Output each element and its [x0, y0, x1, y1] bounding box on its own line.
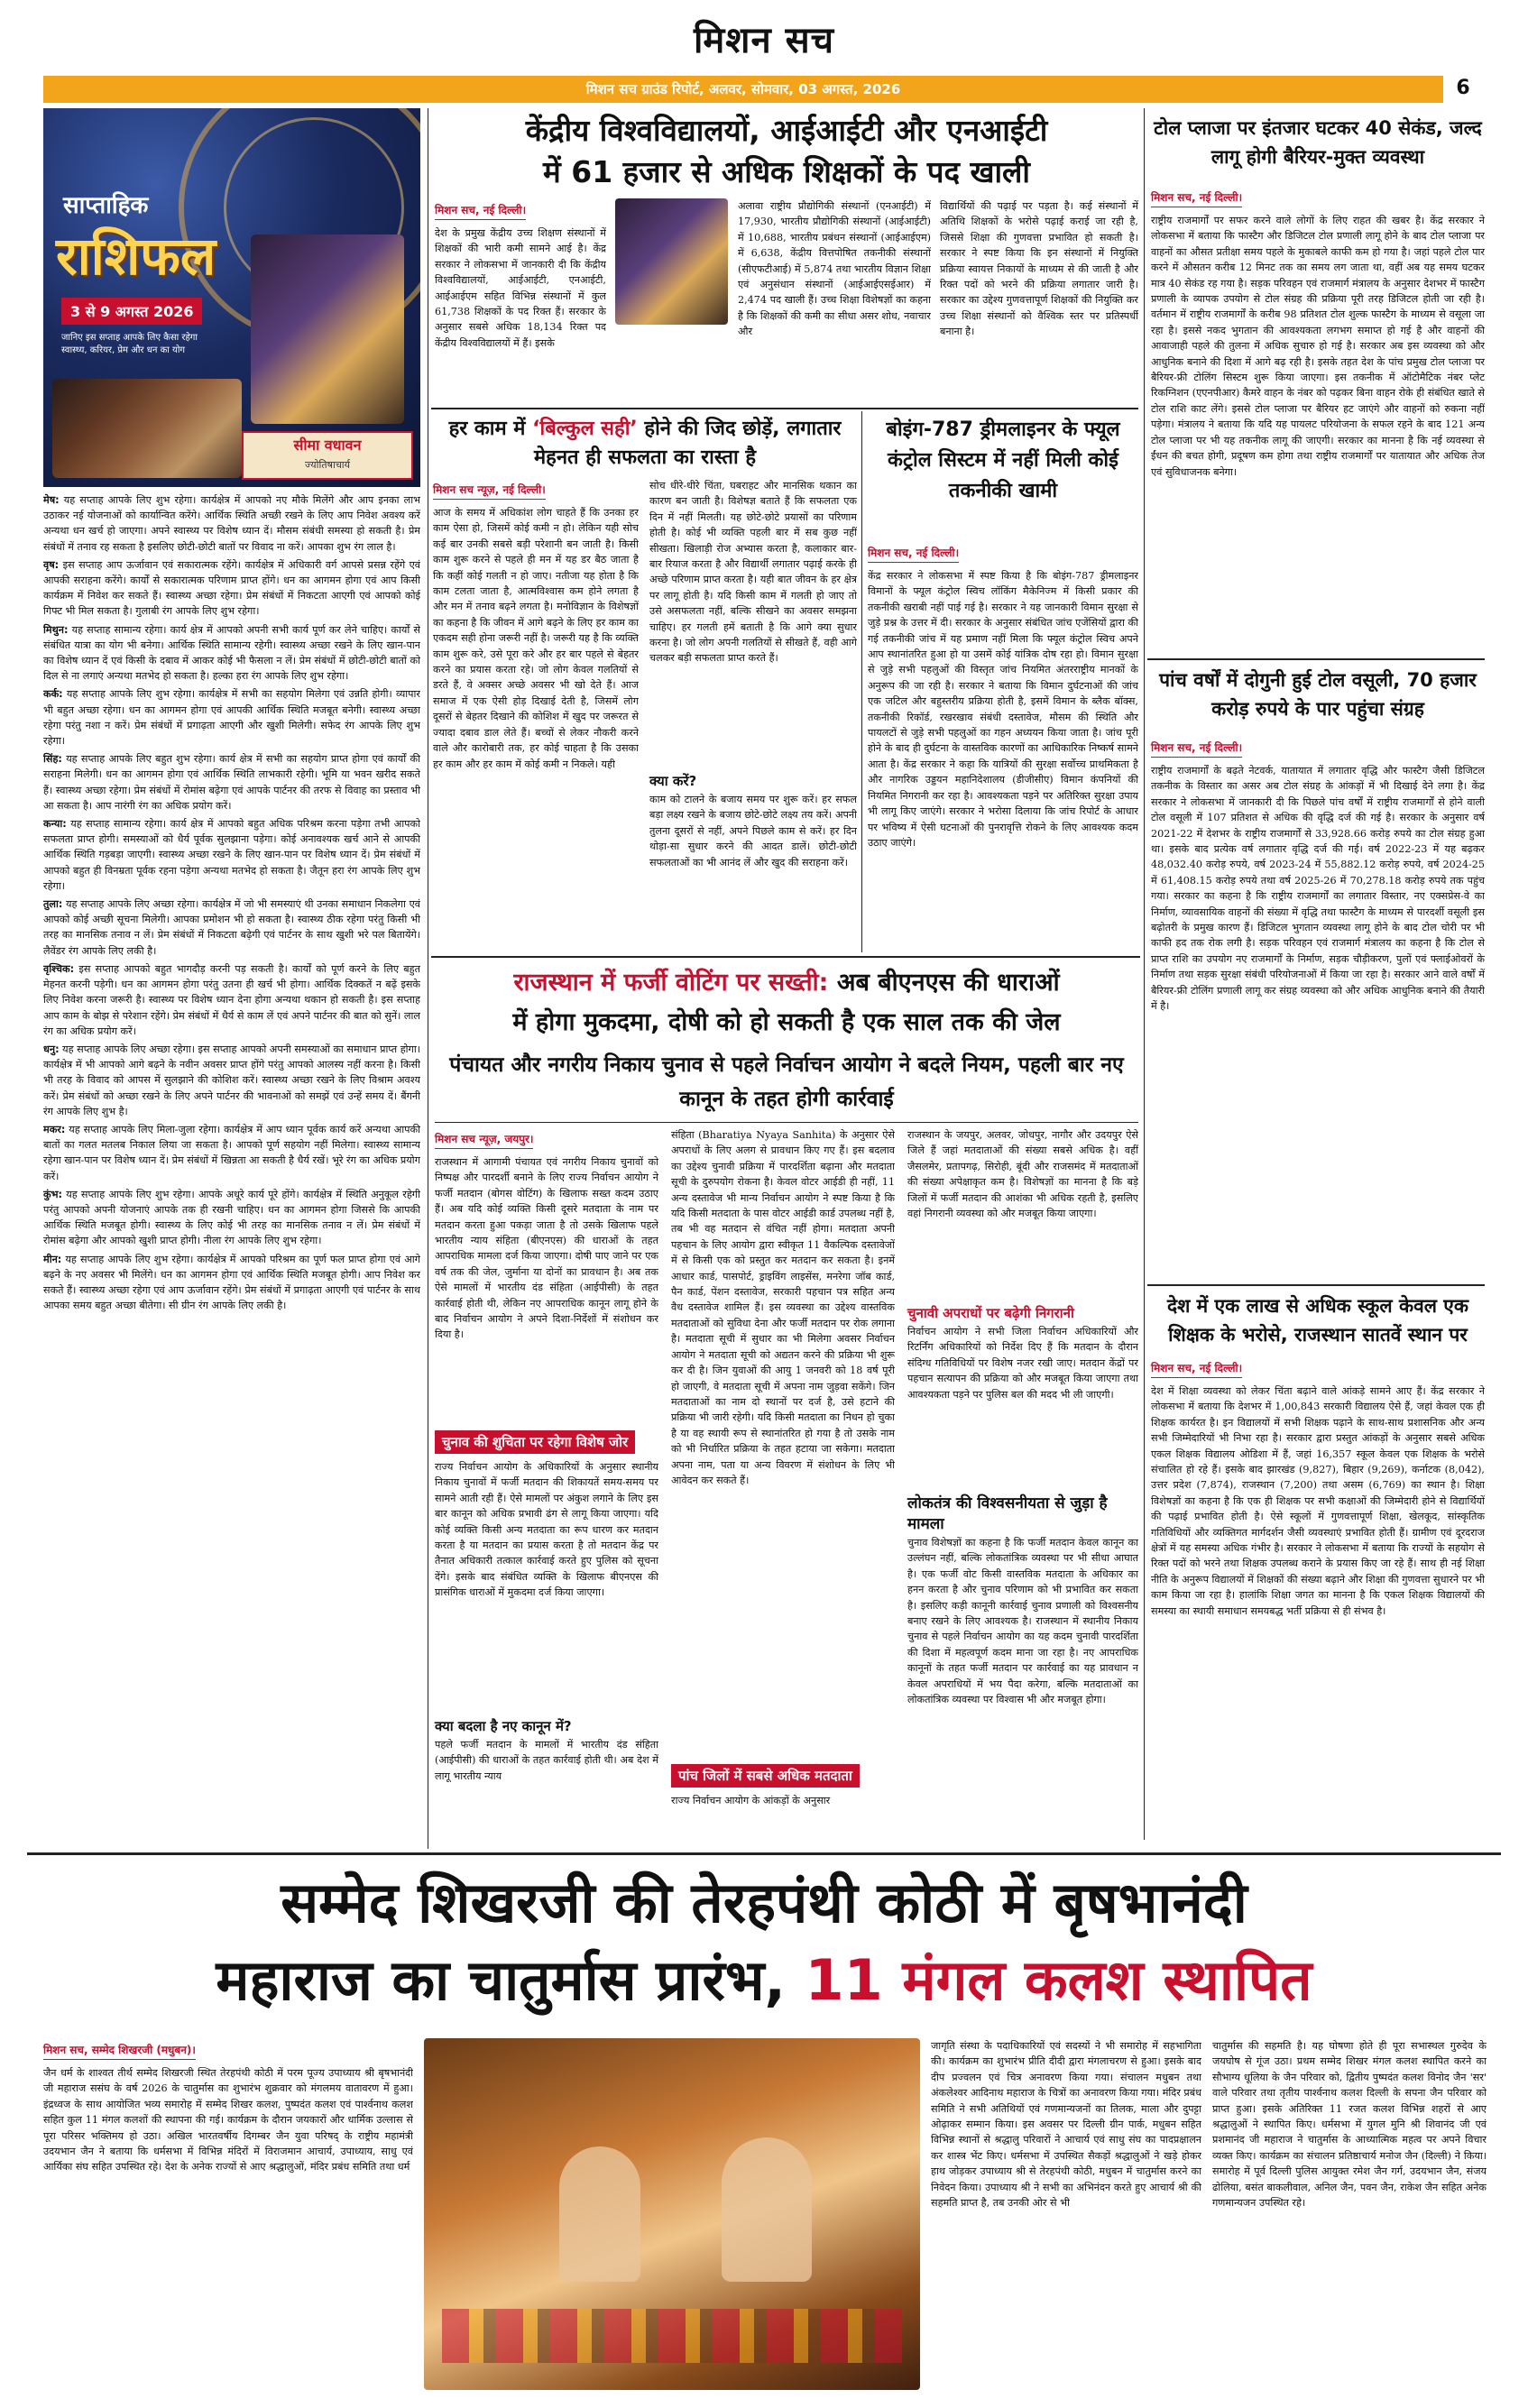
voting-col3-subhead: चुनावी अपराधों पर बढ़ेगी निगरानी [907, 1305, 1074, 1321]
rashifal-entry [43, 557, 420, 620]
rashifal-sign: मेष: [43, 494, 60, 506]
rashifal-sign: धनु: [43, 1043, 60, 1055]
jain-headline-line2-a: महाराज का चातुर्मास प्रारंभ, [216, 1947, 805, 2013]
rashifal-text: इस सप्ताह आप ऊर्जावान एवं सकारात्मक रहेंगे। कार्यक्षेत्र में अधिकारी वर्ग आपसे प्रसन्न रहेंगे एवं आपकी सराहना करेंगे। कार्यों से सकारात्मक परिणाम प्राप्त होंगे। धन का आगमन होगा एवं आप किसी कार्यक्रम में निवेश कर सकते हैं। स्वास्थ्य अच्छा रहेगा। प्रेम संबंधों में निकटता आएगी एवं आपको कोई गिफ्ट भी मिल सकता है। गुलाबी रंग आपके लिए शुभ रहेगा। [43, 558, 420, 618]
rashifal-text: यह सप्ताह आपके लिए मिला-जुला रहेगा। कार्यक्षेत्र में आप ध्यान पूर्वक कार्य करें अन्यथा आपकी बातों का गलत मतलब निकाल लिया जा सकता है। आपको पूर्ण सहयोग नहीं मिलेगा। स्वास्थ्य सामान्य रहेगा खान-पान पर विशेष ध्यान दें। प्रेम संबंधों में खिन्नता आ सकती है धैर्य रखें। भूरे रंग का अधिक प्रयोग करें। [43, 1123, 420, 1182]
teachers-col3: विद्यार्थियों की पढ़ाई पर पड़ता है। कई संस्थानों में अतिथि शिक्षकों के भरोसे पढ़ाई कराई जा रही है, जिससे शिक्षा की गुणवत्ता प्रभावित हो सकती है। सरकार ने स्पष्ट किया कि इन संस्थानों में नियुक्ति प्रक्रिया स्वायत्त निकायों के माध्यम से की जाती है और रिक्त पदों को भरने की प्रक्रिया लगातार जारी है। सरकार का उद्देश्य गुणवत्तापूर्ण शिक्षकों की नियुक्ति कर उच्च शिक्षा संस्थानों को वैश्विक स्तर पर प्रतिस्पर्धी बनाना है। [940, 200, 1138, 338]
kalash-row [442, 2309, 902, 2363]
voting-col2b: राज्य निर्वाचन आयोग के आंकड़ों के अनुसार [671, 1795, 831, 1806]
voting-headline-red: राजस्थान में फर्जी वोटिंग पर सख्ती: [513, 969, 829, 997]
jain-col2: जागृति संस्था के पदाधिकारियों एवं सदस्यों ने भी समारोह में सहभागिता की। कार्यक्रम का शुभारंभ प्रीति दीदी द्वारा मंगलाचरण से हुआ। इसके बाद दीप प्रज्वलन एवं चित्र अनावरण किया गया। संचालन मधुबन तथा अंकलेश्वर आदिनाथ महाराज के चित्रों का अनावरण किया गया। मंदिर प्रबंध समिति ने सभी अतिथियों एवं गणमान्यजनों का तिलक, माला और दुपट्टा ओढ़ाकर सम्मान किया। इस अवसर पर दिल्ली ग्रीन पार्क, मधुबन सहित विभिन्न स्थानों से श्रद्धालु परिवारों ने आचार्य एवं साधु संघ का पादप्रक्षालन कर शास्त्र भेंट किए। धर्मसभा में उपस्थित सैकड़ों श्रद्धालुओं ने खड़े होकर हाथ जोड़कर उपाध्याय श्री से तेरहपंथी कोठी, मधुबन में चातुर्मास करने का निवेदन किया। उपाध्याय श्री ने सभी का अभिनंदन करते हुए आचार्य श्री की सहमति प्राप्त है, तब उनकी ओर से भी [931, 2040, 1201, 2210]
teachers-story [435, 198, 1138, 406]
schools-story [1151, 1356, 1485, 1843]
voting-col1c: पहले फर्जी मतदान के मामलों में भारतीय दंड संहिता (आईपीसी) की धाराओं के तहत कार्रवाई होती थी। अब देश में लागू भारतीय न्याय [435, 1739, 658, 1782]
toll-story [1151, 186, 1485, 655]
dateline-bar: मिशन सच ग्राउंड रिपोर्ट, अलवर, सोमवार, 03 अगस्त, 2026 [43, 76, 1443, 103]
boeing-story [868, 541, 1138, 956]
rashifal-text: इस सप्ताह आपको बहुत भागदौड़ करनी पड़ सकती है। कार्यों को पूर्ण करने के लिए बहुत मेहनत करनी पड़ेगी। धन का आगमन होगा परंतु उतना ही खर्च भी होगा। आर्थिक दिक्कतें न बढ़ें इसके लिए निवेश करना जरूरी है। स्वास्थ्य पर विशेष ध्यान देना होगा अन्यथा थकान हो सकती है। इस सप्ताह आप काम के बोझ से परेशान रहेंगे। प्रेम संबंधों में धैर्य से काम लें एवं अपने पार्टनर की बात को सुनें। लाल रंग का अधिक प्रयोग करें। [43, 962, 420, 1037]
tolls-collection-headline: पांच वर्षों में दोगुनी हुई टोल वसूली, 70 हजार करोड़ रुपये के पार पहुंचा संग्रह [1159, 669, 1477, 720]
section-divider [431, 408, 1138, 409]
voting-col2-subhead: पांच जिलों में सबसे अधिक मतदाता [671, 1764, 860, 1788]
boeing-body: केंद्र सरकार ने लोकसभा में स्पष्ट किया है कि बोइंग-787 ड्रीमलाइनर विमानों के फ्यूल कंट्रोल स्विच लॉकिंग मैकेनिज्म में किसी प्रकार की तकनीकी खराबी नहीं पाई गई है। सरकार ने यह जानकारी विमान सुरक्षा से जुड़े प्रश्न के उत्तर में दी। सरकार के अनुसार संबंधित जांच एजेंसियों द्वारा की गई तकनीकी जांच में यह प्रमाण नहीं मिला कि फ्यूल कंट्रोल स्विच अपने आप स्थानांतरित हुआ हो या उसमें कोई यांत्रिक दोष रहा हो। विमान सुरक्षा से जुड़े सभी पहलुओं की विस्तृत जांच नियमित अंतरराष्ट्रीय मानकों के अनुरूप की जा रही है। सरकार ने बताया कि विमान दुर्घटनाओं की जांच एक जटिल और बहुस्तरीय प्रक्रिया होती है, इसमें विमान के ब्लैक बॉक्स, तकनीकी रिकॉर्ड, रखरखाव संबंधी दस्तावेज, मौसम की स्थिति और पायलटों से जुड़े सभी पहलुओं का गहन अध्ययन किया जाता है। जांच पूरी होने के बाद ही दुर्घटना के वास्तविक कारणों का आधिकारिक निष्कर्ष सामने आता है। केंद्र सरकार ने कहा कि यात्रियों की सुरक्षा सर्वोच्च प्राथमिकता है और नागरिक उड्डयन महानिदेशालय (डीजीसीए) विमान कंपनियों की नियमित निगरानी कर रहा है। आवश्यकता पड़ने पर अतिरिक्त सुरक्षा उपाय भी लागू किए जाएंगे। सरकार ने भरोसा दिलाया कि जांच रिपोर्ट के आधार पर भविष्य में ऐसी घटनाओं की पुनरावृत्ति रोकने के लिए आवश्यक कदम उठाए जाएंगे। [868, 570, 1138, 849]
astrology-book-image [52, 379, 242, 478]
rashifal-sign: वृश्चिक: [43, 962, 75, 975]
rashifal-sign: मीन: [43, 1253, 62, 1265]
rashifal-sign: तुला: [43, 898, 63, 911]
rashifal-entry [43, 492, 420, 555]
tolls-collection-body: राष्ट्रीय राजमार्गों के बढ़ते नेटवर्क, यातायात में लगातार वृद्धि और फास्टैग जैसी डिजिटल तकनीक के विस्तार का असर अब टोल संग्रह के आंकड़ों में भी दिखाई देने लगा है। केंद्र सरकार ने लोकसभा में जानकारी दी कि पिछले पांच वर्षों में राष्ट्रीय राजमार्गों से होने वाली टोल वसूली में 107 प्रतिशत से अधिक की वृद्धि दर्ज की गई है। सरकार के अनुसार वर्ष 2021-22 में देशभर के राष्ट्रीय राजमार्गों से 33,928.66 करोड़ रुपये का टोल संग्रह हुआ था। इसके बाद प्रत्येक वर्ष लगातार वृद्धि दर्ज की गई। वर्ष 2022-23 में यह बढ़कर 48,032.40 करोड़ रुपये, वर्ष 2023-24 में 55,882.12 करोड़ रुपये, वर्ष 2024-25 में 61,408.15 करोड़ रुपये तथा वर्ष 2025-26 में 70,278.18 करोड़ रुपये तक पहुंच गया। सरकार का कहना है कि राष्ट्रीय राजमार्गों का लगातार विस्तार, नए एक्सप्रेस-वे का निर्माण, व्यावसायिक वाहनों की संख्या में वृद्धि तथा फास्टैग के माध्यम से पारदर्शी वसूली इस बढ़ोतरी के प्रमुख कारण हैं। डिजिटल भुगतान व्यवस्था लागू होने के बाद टोल चोरी पर भी काफी हद तक रोक लगी है। सड़क परिवहन एवं राजमार्ग मंत्रालय का कहना है कि टोल से प्राप्त राशि का उपयोग नए राजमार्गों के निर्माण, सड़क चौड़ीकरण, पुलों एवं फ्लाईओवरों के निर्माण तथा सड़क सुरक्षा संबंधी परियोजनाओं में किया जा रहा है। सरकार आने वाले वर्षों में बैरियर-फ्री टोलिंग प्रणाली लागू कर संग्रह व्यवस्था को और अधिक आधुनिक बनाने की तैयारी में है। [1151, 765, 1485, 1013]
teachers-byline: मिशन सच, नई दिल्ली। [435, 202, 526, 220]
teachers-headline [435, 110, 1138, 193]
monk-figure-left [559, 2146, 640, 2282]
page-number: 6 [1456, 77, 1470, 99]
toll-body: राष्ट्रीय राजमार्गों पर सफर करने वाले लोगों के लिए राहत की खबर है। केंद्र सरकार ने लोकसभा में बताया कि फास्टैग और डिजिटल टोल प्रणाली लागू होने के बाद टोल प्लाजा पर वाहनों का औसत प्रतीक्षा समय पहले के मुकाबले काफी कम हो गया है। जहां पहले टोल पार करने में औसतन करीब 12 मिनट तक का समय लग जाता था, वहीं अब यह समय घटकर मात्र 40 सेकंड रह गया है। सड़क परिवहन एवं राजमार्ग मंत्रालय के अनुसार देशभर में फास्टैग प्रणाली के व्यापक उपयोग से टोल संग्रह की प्रक्रिया पूरी तरह डिजिटल होती जा रही है। वर्तमान में राष्ट्रीय राजमार्गों के करीब 98 प्रतिशत टोल शुल्क फास्टैग के माध्यम से वसूला जा रहा है। इससे नकद भुगतान की आवश्यकता लगभग समाप्त हो गई है और वाहनों की आवाजाही पहले की तुलना में अधिक सुचारु हो गई है। सरकार अब इस व्यवस्था को और आधुनिक बनाने की दिशा में आगे बढ़ रही है। इसके तहत देश के पांच प्रमुख टोल प्लाजा पर बैरियर-फ्री टोलिंग सिस्टम शुरू किया जाएगा। इस तकनीक में ऑटोमैटिक नंबर प्लेट रिकग्निशन (एएनपीआर) कैमरे वाहन के नंबर को पढ़कर बिना वाहन रोके ही संबंधित खाते से टोल राशि काट लेंगे। इससे टोल प्लाजा पर बैरियर हट जाएंगे और वाहनों को रुकना नहीं पड़ेगा। मंत्रालय ने बताया कि यदि यह पायलट परियोजना के सफल रहने के बाद 121 अन्य टोल प्लाजा पर भी यह तकनीक लागू की जाएगी। सरकार का मानना है कि नई व्यवस्था से ईंधन की बचत होगी, प्रदूषण कम होगा तथा राष्ट्रीय राजमार्गों पर यातायात और अधिक तेज एवं सुविधाजनक बनेगा। [1151, 215, 1485, 478]
rashifal-entry [43, 622, 420, 685]
voting-col3-subhead2: लोकतंत्र की विश्वसनीयता से जुड़ा है मामला [907, 1494, 1108, 1533]
rashifal-text: यह सप्ताह सामान्य रहेगा। कार्य क्षेत्र में आपको अपनी सभी कार्य पूर्ण कर लेने चाहिए। कार्यों से संबंधित यात्रा का योग भी बनेगा। आर्थिक स्थिति सामान्य रहेगी। स्वास्थ्य अच्छा रखने के लिए खान-पान का विशेष ध्यान दें एवं किसी के दबाव में आकर कोई भी फैसला न लें। प्रेम संबंधों में छोटी-छोटी बातों को दिल से ना लगाएं अन्यथा मतभेद हो सकता है। हल्का हरा रंग आपके लिए शुभ रहेगा। [43, 623, 420, 683]
rashifal-entry [43, 686, 420, 749]
astrologer-nameplate [242, 431, 413, 480]
perfection-headline-pre: हर काम में [448, 418, 533, 440]
schools-byline: मिशन सच, नई दिल्ली। [1151, 1360, 1242, 1378]
rashifal-sign: मकर: [43, 1123, 66, 1135]
teachers-headline-line2: में 61 हजार से अधिक शिक्षकों के पद खाली [543, 154, 1030, 189]
perfection-tips: काम को टालने के बजाय समय पर शुरू करें। हर सफल बड़ा लक्ष्य रखने के बजाय छोटे-छोटे लक्ष्य तय करें। अपनी तुलना दूसरों से नहीं, अपने पिछले काम से करें। हर दिन थोड़ा-सा सुधार करने की आदत डालें। छोटी-छोटी सफलताओं का भी आनंद लें और खुद की सराहना करें। [649, 794, 857, 869]
section-divider [27, 1852, 1501, 1855]
rashifal-sign: सिंह: [43, 753, 62, 766]
tolls-collection-story [1151, 736, 1485, 1277]
section-divider [1147, 658, 1485, 660]
rashifal-entry [43, 751, 420, 813]
rashifal-sign: कुंभ: [43, 1188, 62, 1200]
rashifal-entry [43, 961, 420, 1039]
toll-headline: टोल प्लाजा पर इंतजार घटकर 40 सेकंड, जल्द लागू होगी बैरियर-मुक्त व्यवस्था [1154, 117, 1482, 168]
voting-headline-line1: अब बीएनएस की धाराओं [828, 969, 1060, 997]
astrologer-title: ज्योतिषाचार्य [304, 459, 351, 471]
rashifal-text: यह सप्ताह आपके लिए बहुत शुभ रहेगा। कार्य क्षेत्र में सभी का सहयोग प्राप्त होगा एवं कार्यों की सराहना मिलेगी। धन का आगमन होगा एवं आर्थिक स्थिति लाभकारी रहेगी। भूमि या भवन खरीद सकते हैं। स्वास्थ्य अच्छा रहेगा। प्रेम संबंधों में रोमांस बढ़ेगा एवं आपके पार्टनर की तरफ से विवाह का प्रस्ताव भी आ सकता है। आप नारंगी रंग का अधिक प्रयोग करें। [43, 753, 420, 812]
perfection-subhead: क्या करें? [649, 773, 697, 789]
astrologer-name: सीमा वधावन [293, 437, 362, 454]
column-divider [1144, 108, 1145, 1840]
jain-col1: जैन धर्म के शाश्वत तीर्थ सम्मेद शिखरजी स्थित तेरहपंथी कोठी में परम पूज्य उपाध्याय श्री बृषभानंदी जी महाराज ससंघ के वर्ष 2026 के चातुर्मास का शुभारंभ शुक्रवार को मंगलमय वातावरण में हुआ। इंद्रध्वज के साथ आयोजित भव्य समारोह में सम्मेद शिखर कलश, पुष्पदंत कलश एवं पार्श्वनाथ कलश सहित कुल 11 मंगल कलशों की स्थापना की गई। कार्यक्रम के दौरान जयकारों और धार्मिक उल्लास से पूरा परिसर भक्तिमय हो उठा। अखिल भारतवर्षीय दिगम्बर जैन युवा परिषद् के राष्ट्रीय महामंत्री उदयभान जैन ने बताया कि धर्मसभा में विभिन्न मंदिरों में विराजमान आचार्य, उपाध्याय, साधु एवं आर्यिका संघ सहित उपस्थित रहे। देश के अनेक राज्यों से आए श्रद्धालुओं, मंदिर प्रबंध समिति तथा धर्म [43, 2067, 413, 2174]
voting-col1-subhead: चुनाव की शुचिता पर रहेगा विशेष जोर [435, 1430, 635, 1454]
rashifal-title: राशिफल [56, 225, 216, 287]
rashifal-sign: मिथुन: [43, 623, 69, 636]
rashifal-entry [43, 896, 420, 959]
voting-headline [435, 963, 1138, 1043]
perfection-headline [433, 415, 857, 473]
teachers-col1: देश के प्रमुख केंद्रीय उच्च शिक्षण संस्थानों में शिक्षकों की भारी कमी सामने आई है। केंद्र सरकार ने लोकसभा में जानकारी दी कि केंद्रीय विश्वविद्यालयों, आईआईटी, एनआईटी, आईआईएम सहित विभिन्न संस्थानों में कुल 61,738 शिक्षकों के पद रिक्त हैं। सरकार के अनुसार सबसे अधिक 18,134 रिक्त पद केंद्रीय विश्वविद्यालयों में हैं। इसके [435, 227, 606, 349]
newspaper-name: मिशन सच [693, 20, 835, 61]
rashifal-list [43, 492, 420, 1845]
jain-ceremony-photo [424, 2038, 920, 2390]
voting-col1-subhead2: क्या बदला है नए कानून में? [435, 1718, 572, 1734]
rashifal-text: यह सप्ताह सामान्य रहेगा। कार्य क्षेत्र में आपको बहुत अधिक परिश्रम करना पड़ेगा तभी आपको सफलता प्राप्त होगी। समस्याओं को धैर्य पूर्वक सुलझाना पड़ेगा। कोई अनावश्यक खर्च आने से आपकी आर्थिक स्थिति गड़बड़ा जाएगी। स्वास्थ्य अच्छा रखने के लिए खान-पान पर विशेष ध्यान दें। प्रेम संबंधों में आपको बहुत ही विनम्रता पूर्वक रहना पड़ेगा अन्यथा मतभेद हो सकता है। जैतून हरा रंग आपके लिए शुभ रहेगा। [43, 818, 420, 892]
perfection-byline: मिशन सच न्यूज़, नई दिल्ली। [433, 482, 546, 500]
toll-byline: मिशन सच, नई दिल्ली। [1151, 189, 1242, 207]
voting-subheadline: पंचायत और नगरीय निकाय चुनाव से पहले निर्वाचन आयोग ने बदले नियम, पहली बार नए कानून के तहत होगी कार्रवाई [449, 1053, 1124, 1111]
rashifal-text: यह सप्ताह आपके लिए शुभ रहेगा। आपके अधूरे कार्य पूरे होंगे। कार्यक्षेत्र में स्थिति अनुकूल रहेगी परंतु आपको अपनी योजनाएं आपके तक ही रखनी चाहिए। धन का आगमन होगा जिससे कि आपकी आर्थिक स्थिति मजबूत होगी। स्वास्थ्य के लिए कोई भी तरह का मानसिक तनाव न लें। प्रेम संबंधों में रोमांस बढ़ेगा और आपको खुशी प्राप्त होगी। नीला रंग आपके लिए शुभ रहेगा। [43, 1188, 420, 1247]
perfection-headline-post: होने की जिद छोड़ें, लगातार मेहनत ही सफलता का रास्ता है [533, 418, 842, 469]
rashifal-text: यह सप्ताह आपके लिए शुभ रहेगा। कार्यक्षेत्र में आपको नए मौके मिलेंगे और आप इनका लाभ उठाकर नई योजनाओं को कार्यान्वित करेंगे। आर्थिक स्थिति अच्छी रखने के लिए आप निवेश अवश्य करें अन्यथा धन खर्च हो जाएगा। अपने स्वास्थ्य पर विशेष ध्यान दें। मौसम संबंधी समस्या हो सकती है। प्रेम संबंधों में तनाव रह सकता है इसलिए छोटी-छोटी बातों पर विवाद ना करें। आपका शुभ रंग लाल है। [43, 494, 420, 553]
rashifal-text: यह सप्ताह आपके लिए शुभ रहेगा। कार्यक्षेत्र में आपको परिश्रम का पूर्ण फल प्राप्त होगा एवं आगे बढ़ने के नए अवसर भी मिलेंगे। धन का आगमन होगा एवं आर्थिक स्थिति मजबूत होगी। आप निवेश कर सकते हैं। स्वास्थ्य अच्छा रहेगा एवं आप ऊर्जावान रहेंगे। प्रेम संबंधों में प्रगाढ़ता आएगी एवं पार्टनर के साथ आपका समय बहुत अच्छा बीतेगा। सी ग्रीन रंग आपके लिए लकी है। [43, 1253, 420, 1312]
perfection-headline-quote: ‘बिल्कुल सही’ [532, 418, 638, 440]
jain-headline-line2 [27, 1944, 1501, 2017]
rashifal-text: यह सप्ताह आपके लिए अच्छा रहेगा। कार्यक्षेत्र में जो भी समस्याएं थी उनका समाधान निकलेगा एवं आपको कोई अच्छी सूचना मिलेगी। आपका प्रमोशन भी हो सकता है। स्वास्थ्य ठीक रहेगा परंतु किसी भी तरह का मानसिक तनाव न लें। प्रेम संबंधों में निकटता बढ़ेगी एवं पार्टनर के साथ खुशी भरे पल बितायेंगे। लैवेंडर रंग आपके लिए लकी है। [43, 898, 420, 957]
boeing-headline: बोइंग-787 ड्रीमलाइनर के फ्यूल कंट्रोल सिस्टम में नहीं मिली कोई तकनीकी खामी [886, 418, 1120, 502]
rashifal-sign: कन्या: [43, 818, 67, 831]
jain-headline-line2-b: 11 मंगल कलश स्थापित [805, 1947, 1312, 2013]
voting-col2: संहिता (Bharatiya Nyaya Sanhita) के अनुसार ऐसे अपराधों के लिए अलग से प्रावधान किए गए हैं। इस बदलाव का उद्देश्य चुनावी प्रक्रिया में पारदर्शिता बढ़ाना और मतदाता सूची के दुरुपयोग रोकना है। केवल वोटर आईडी ही नहीं, 11 अन्य दस्तावेज भी मान्य निर्वाचन आयोग ने स्पष्ट किया है कि यदि किसी मतदाता के पास वोटर आईडी कार्ड उपलब्ध नहीं है, तब भी वह मतदान से वंचित नहीं होगा। मतदाता अपनी पहचान के लिए आयोग द्वारा स्वीकृत 11 वैकल्पिक दस्तावेजों में से किसी एक को प्रस्तुत कर मतदान कर सकता है। इनमें आधार कार्ड, पासपोर्ट, ड्राइविंग लाइसेंस, मनरेगा जॉब कार्ड, पैन कार्ड, पेंशन दस्तावेज, सरकारी पहचान पत्र सहित अन्य वैध दस्तावेज शामिल हैं। इस व्यवस्था का उद्देश्य वास्तविक मतदाताओं को सुविधा देना और फर्जी मतदान पर रोक लगाना है। मतदाता सूची में सुधार का भी मिलेगा अवसर निर्वाचन आयोग ने मतदाता सूची को अद्यतन करने की प्रक्रिया भी शुरू कर दी है। जिन युवाओं की आयु 1 जनवरी को 18 वर्ष पूरी हो जाएगी, वे मतदाता सूची में अपना नाम जुड़वा सकेंगे। जिन मतदाताओं का नाम दो स्थानों पर दर्ज है, उसे हटाने की प्रक्रिया भी जारी रहेगी। यदि किसी मतदाता का निधन हो चुका है या वह स्थायी रूप से स्थानांतरित हो गया है तो उसके नाम को भी निर्धारित प्रक्रिया के तहत हटाया जा सकेगा। मतदाता अपना नाम, पता या अन्य विवरण में संशोधन के लिए भी आवेदन कर सकते हैं। [671, 1129, 895, 1486]
section-divider [431, 956, 1140, 958]
jain-story [43, 2038, 1487, 2399]
tolls-collection-byline: मिशन सच, नई दिल्ली। [1151, 740, 1242, 758]
section-divider [435, 1122, 1138, 1123]
perfection-col1: आज के समय में अधिकांश लोग चाहते हैं कि उनका हर काम ऐसा हो, जिसमें कोई कमी न हो। लेकिन यही सोच कई बार उनकी सबसे बड़ी परेशानी बन जाती है। किसी काम शुरू करने से पहले ही मन में यह डर बैठ जाता है कि कहीं कोई गलती न हो जाए। नतीजा यह होता है कि काम टलता जाता है, आत्मविश्वास कम होने लगता है और मन में तनाव बढ़ने लगता है। मनोविज्ञान के विशेषज्ञों का कहना है कि जीवन में आगे बढ़ने के लिए हर काम का एकदम सही होना जरूरी नहीं है। जरूरी यह है कि व्यक्ति काम शुरू करे, उसे पूरा करे और हर बार पहले से बेहतर करने का प्रयास करता रहे। जो लोग केवल गलतियों से डरते हैं, वे अक्सर अच्छे अवसर भी खो देते हैं। आज समाज में एक ऐसी होड़ दिखाई देती है, जिसमें लोग दूसरों से बेहतर दिखाने की कोशिश में खुद पर जरूरत से ज्यादा दबाव डाल लेते हैं। बच्चों से लेकर नौकरी करने वाले और कारोबारी तक, हर कोई चाहता है कि उसका हर काम और हर काम में कोई कमी न निकले। यही [433, 507, 639, 770]
rashifal-entry [43, 1252, 420, 1314]
rashifal-small-title: साप्ताहिक [63, 192, 149, 219]
rashifal-sign: वृष: [43, 558, 60, 571]
perfection-story [433, 478, 857, 956]
voting-headline-line2: में होगा मुकदमा, दोषी को हो सकती है एक साल तक की जेल [512, 1008, 1061, 1036]
jain-col3: चातुर्मास की सहमति है। यह घोषणा होते ही पूरा सभास्थल गुरुदेव के जयघोष से गूंज उठा। प्रथम सम्मेद शिखर मंगल कलश स्थापित करने का सौभाग्य धूलिया के जैन परिवार को, द्वितीय पुष्पदंत कलश विनोद जैन 'सर' वाले परिवार तथा तृतीय पार्श्वनाथ कलश दिल्ली के सपना जैन परिवार को प्राप्त हुआ। इसके अतिरिक्त 11 रजत कलश विभिन्न शहरों से आए श्रद्धालुओं ने स्थापित किए। धर्मसभा में युगल मुनि श्री शिवानंद जी एवं प्रशमानंद जी महाराज ने चातुर्मास के आध्यात्मिक महत्व पर अपने विचार व्यक्त किए। कार्यक्रम का संचालन प्रतिष्ठाचार्य मनोज जैन (दिल्ली) ने किया। समारोह में पूर्व दिल्ली पुलिस आयुक्त रमेश जैन गर्ग, उदयभान जैन, संजय ढोलिया, बसंत बाकलीवाल, अनिल जैन, पवन जैन, राकेश जैन सहित अनेक गणमान्यजन उपस्थित रहे। [1212, 2040, 1487, 2210]
rashifal-banner [43, 108, 420, 487]
schools-headline: देश में एक लाख से अधिक स्कूल केवल एक शिक्षक के भरोसे, राजस्थान सातवें स्थान पर [1166, 1295, 1469, 1346]
rashifal-tagline: जानिए इस सप्ताह आपके लिए कैसा रहेगा स्वास्थ्य, करियर, प्रेम और धन का योग [61, 333, 198, 355]
voting-col3c: चुनाव विशेषज्ञों का कहना है कि फर्जी मतदान केवल कानून का उल्लंघन नहीं, बल्कि लोकतांत्रिक व्यवस्था पर भी सीधा आघात है। एक फर्जी वोट किसी वास्तविक मतदाता के अधिकार का हनन करता है और चुनाव परिणाम को भी प्रभावित कर सकता है। इसलिए कड़ी कानूनी कार्रवाई चुनाव प्रणाली को विश्वसनीय बनाए रखने के लिए आवश्यक है। राजस्थान में स्थानीय निकाय चुनाव से पहले निर्वाचन आयोग का यह कदम चुनावी पारदर्शिता की दिशा में महत्वपूर्ण कदम माना जा रहा है। नए आपराधिक कानूनों के तहत फर्जी मतदान पर कार्रवाई का यह प्रावधान न केवल अपराधियों में भय पैदा करेगा, बल्कि मतदाताओं का लोकतांत्रिक व्यवस्था पर विश्वास भी और मजबूत होगा। [907, 1537, 1138, 1706]
voting-col3b: निर्वाचन आयोग ने सभी जिला निर्वाचन अधिकारियों और रिटर्निंग अधिकारियों को निर्देश दिए हैं कि मतदान के दौरान संदिग्ध गतिविधियों पर विशेष नजर रखी जाए। मतदान केंद्रों पर पहचान सत्यापन की प्रक्रिया को और मजबूत किया जाएगा तथा आवश्यकता पड़ने पर पुलिस बल की मदद भी ली जाएगी। [907, 1326, 1138, 1401]
boeing-byline: मिशन सच, नई दिल्ली। [868, 545, 959, 563]
rashifal-entry [43, 1122, 420, 1184]
voting-story [435, 1127, 1138, 1849]
rashifal-entry [43, 1187, 420, 1249]
astrologer-photo [251, 234, 404, 424]
jain-headline-line1: सम्मेद शिखरजी की तेरहपंथी कोठी में बृषभानंदी [281, 1870, 1247, 1935]
rashifal-sign: कर्क: [43, 688, 63, 701]
jain-byline: मिशन सच, सम्मेद शिखरजी (मधुबन)। [43, 2042, 196, 2060]
rashifal-text: यह सप्ताह आपके लिए अच्छा रहेगा। इस सप्ताह आपको अपनी समस्याओं का समाधान प्राप्त होगा। कार्यक्षेत्र में भी आपको आगे बढ़ने के नवीन अवसर प्राप्त होंगे परंतु आपको आलस्य नहीं करना है। किसी भी तरह के विवाद को आपस में सुलझाने की कोशिश करें। स्वास्थ्य अच्छा रखने के लिए विश्राम अवश्य करें। प्रेम संबंधों को अच्छा रखने के लिए अपने पार्टनर की भावनाओं को समझें एवं उन्हें समय दें। बैंगनी रंग आपके लिए शुभ है। [43, 1043, 420, 1117]
perfection-col2: सोच धीरे-धीरे चिंता, घबराहट और मानसिक थकान का कारण बन जाती है। विशेषज्ञ बताते हैं कि सफलता एक दिन में नहीं मिलती। यह छोटे-छोटे प्रयासों का परिणाम होती है। कोई भी व्यक्ति पहली बार में सब कुछ नहीं सीखता। खिलाड़ी रोज अभ्यास करता है, कलाकार बार-बार रियाज करता है और विद्यार्थी लगातार पढ़ाई करके ही अच्छे परिणाम प्राप्त करता है। यही बात जीवन के हर क्षेत्र पर लागू होती है। यदि किसी काम में गलती हो जाए तो उसे असफलता नहीं, बल्कि सीखने का अवसर समझना चाहिए। हर गलती हमें बताती है कि आगे क्या सुधार करना है। जो लोग अपनी गलतियों से सीखते हैं, वही आगे चलकर बड़ी सफलता प्राप्त करते हैं। [649, 480, 857, 665]
teachers-col2: अलावा राष्ट्रीय प्रौद्योगिकी संस्थानों (एनआईटी) में 17,930, भारतीय प्रौद्योगिकी संस्थानों (आईआईटी) में 10,688, भारतीय प्रबंधन संस्थानों (आईआईएम) में 6,638, केंद्रीय वित्तपोषित तकनीकी संस्थानों (सीएफटीआई) में 5,874 तथा भारतीय विज्ञान शिक्षा एवं अनुसंधान संस्थानों (आईआईएसईआर) में 2,474 पद खाली हैं। उच्च शिक्षा विशेषज्ञों का कहना है कि शिक्षकों की कमी का सीधा असर शोध, नवाचार और [738, 200, 931, 338]
rashifal-entry [43, 1042, 420, 1119]
schools-body: देश में शिक्षा व्यवस्था को लेकर चिंता बढ़ाने वाले आंकड़े सामने आए हैं। केंद्र सरकार ने लोकसभा में बताया कि देशभर में 1,00,843 सरकारी विद्यालय ऐसे हैं, जहां केवल एक ही शिक्षक कार्यरत है। इन विद्यालयों में सभी शिक्षक पढ़ाने के साथ-साथ प्रशासनिक और अन्य सभी जिम्मेदारियों भी निभा रहा है। सरकार द्वारा प्रस्तुत आंकड़ों के अनुसार सबसे अधिक एकल शिक्षक विद्यालय ओडिशा में हैं, जहां 16,357 स्कूल केवल एक शिक्षक के भरोसे संचालित हो रहे हैं। इसके बाद झारखंड (9,827), बिहार (9,269), कर्नाटक (8,042), उत्तर प्रदेश (7,874), राजस्थान (7,200) तथा असम (6,769) का स्थान है। शिक्षा विशेषज्ञों का कहना है कि एक ही शिक्षक पर सभी कक्षाओं की जिम्मेदारी होने से विद्यार्थियों की पढ़ाई प्रभावित होती है। ऐसे स्कूलों में गुणवत्तापूर्ण शिक्षा, खेलकूद, सांस्कृतिक गतिविधियों और व्यक्तिगत मार्गदर्शन जैसी व्यवस्थाएं प्रभावित होती हैं। ग्रामीण एवं दूरदराज क्षेत्रों में यह समस्या अधिक गंभीर है। सरकार ने लोकसभा में बताया कि राज्यों के सहयोग से रिक्त पदों को भरने तथा शिक्षक उपलब्ध कराने के प्रयास किए जा रहे हैं। साथ ही नई शिक्षा नीति के अनुरूप विद्यालयों में शिक्षकों की संख्या बढ़ाने और शिक्षा की गुणवत्ता सुधारने पर भी काम किया जा रहा है। हालांकि शिक्षा जगत का मानना है कि एकल शिक्षक विद्यालयों की समस्या का स्थायी समाधान समयबद्ध भर्ती प्रक्रिया से ही संभव है। [1151, 1385, 1485, 1617]
voting-byline: मिशन सच न्यूज़, जयपुर। [435, 1131, 533, 1149]
voting-col1: राजस्थान में आगामी पंचायत एवं नगरीय निकाय चुनावों को निष्पक्ष और पारदर्शी बनाने के लिए राज्य निर्वाचन आयोग ने फर्जी मतदान (बोगस वोटिंग) के खिलाफ सख्त कदम उठाए हैं। अब यदि कोई व्यक्ति किसी दूसरे मतदाता के नाम पर मतदान करता हुआ पकड़ा जाता है तो उसके खिलाफ पहले भारतीय न्याय संहिता (बीएनएस) की धाराओं के तहत आपराधिक मामला दर्ज किया जाएगा। दोषी पाए जाने पर एक वर्ष तक की जेल, जुर्माना या दोनों का प्रावधान है। अब तक ऐसे मामलों में भारतीय दंड संहिता (आईपीसी) के तहत कार्रवाई होती थी, लेकिन नए आपराधिक कानून लागू होने के बाद निर्वाचन आयोग ने अपने दिशा-निर्देशों में संशोधन कर दिया है। [435, 1156, 658, 1341]
rashifal-text: यह सप्ताह आपके लिए शुभ रहेगा। कार्यक्षेत्र में सभी का सहयोग मिलेगा एवं उन्नति होगी। व्यापार भी बहुत अच्छा रहेगा। धन का आगमन होगा एवं आपकी आर्थिक स्थिति मजबूत बनेगी। स्वास्थ्य अच्छा रहेगा परंतु नशा न करें। प्रेम संबंधों में प्रगाढ़ता आएगी और खुशी मिलेगी। सफेद रंग आपके लिए शुभ रहेगा। [43, 688, 420, 748]
voting-col3: राजस्थान के जयपुर, अलवर, जोधपुर, नागौर और उदयपुर ऐसे जिले हैं जहां मतदाताओं की संख्या सबसे अधिक है। वहीं जैसलमेर, प्रतापगढ़, सिरोही, बूंदी और राजसमंद में मतदाताओं की संख्या अपेक्षाकृत कम है। विशेषज्ञों का मानना है कि बड़े जिलों में फर्जी मतदान की आशंका भी अधिक रहती है, इसलिए वहां निगरानी व्यवस्था को और मजबूत किया जाएगा। [907, 1129, 1138, 1220]
section-divider [1147, 1284, 1485, 1286]
rashifal-entry [43, 816, 420, 894]
monk-figure-right [722, 2137, 812, 2282]
voting-col1b: राज्य निर्वाचन आयोग के अधिकारियों के अनुसार स्थानीय निकाय चुनावों में फर्जी मतदान की शिकायतें समय-समय पर सामने आती रही हैं। ऐसे मामलों पर अंकुश लगाने के लिए इस बार कानून को अधिक प्रभावी ढंग से लागू किया जाएगा। यदि कोई व्यक्ति किसी अन्य मतदाता का रूप धारण कर मतदान करता है या मतदान का प्रयास करता है तो मतदान केंद्र पर तैनात अधिकारी तत्काल कार्रवाई करते हुए पुलिस को सूचना देंगे। इसके बाद संबंधित व्यक्ति के खिलाफ बीएनएस की प्रासंगिक धाराओं में मुकदमा दर्ज किया जाएगा। [435, 1461, 658, 1599]
teachers-headline-line1: केंद्रीय विश्वविद्यालयों, आईआईटी और एनआईटी [525, 113, 1048, 148]
column-divider [861, 411, 862, 952]
rashifal-dates: 3 से 9 अगस्त 2026 [61, 298, 202, 325]
teacher-photo [615, 198, 728, 325]
